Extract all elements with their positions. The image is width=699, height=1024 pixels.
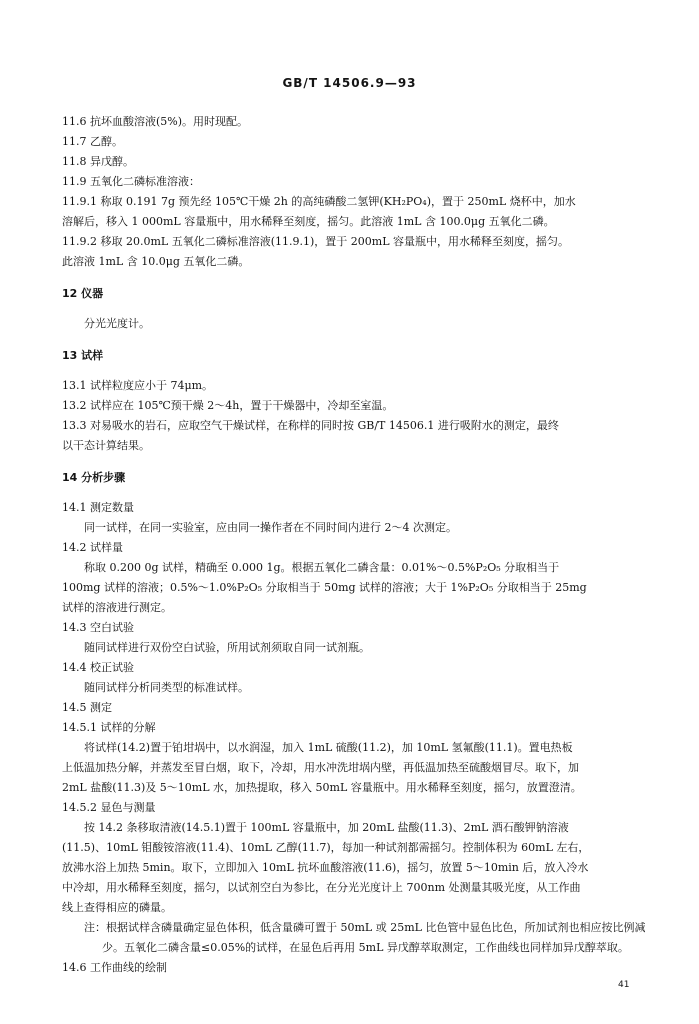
clause-14-4-text: 随同试样分析同类型的标准试样。 xyxy=(84,681,249,694)
clause-14-5: 14.5 测定 xyxy=(62,701,112,714)
clause-14-5-1-text-2: 上低温加热分解，并蒸发至冒白烟，取下，冷却，用水冲洗坩埚内壁，再低温加热至硫酸烟冒尽。取下，加 xyxy=(62,761,579,774)
clause-14-4: 14.4 校正试验 xyxy=(62,661,134,674)
clause-14-5-2-text: 按 14.2 条移取清液(14.5.1)置于 100mL 容量瓶中，加 20mL 盐酸(11.3)、2mL 酒石酸钾钠溶液 xyxy=(84,821,569,834)
standard-code-header: GB/T 14506.9—93 xyxy=(282,76,417,90)
clause-14-2-text-3: 试样的溶液进行测定。 xyxy=(62,601,172,614)
clause-14-3: 14.3 空白试验 xyxy=(62,621,134,634)
clause-14-2-text: 称取 0.200 0g 试样，精确至 0.000 1g。根据五氧化二磷含量：0.01%～0.5%P₂O₅ 分取相当于 xyxy=(84,561,560,574)
clause-14-5-2: 14.5.2 显色与测量 xyxy=(62,801,156,814)
clause-14-5-2-text-3: 放沸水浴上加热 5min。取下，立即加入 10mL 抗坏血酸溶液(11.6)，摇匀，放置 5～10min 后，放入冷水 xyxy=(62,861,589,874)
clause-11-8: 11.8 异戊醇。 xyxy=(62,155,134,168)
section-heading-14: 14 分析步骤 xyxy=(62,471,126,484)
clause-13-3-cont: 以干态计算结果。 xyxy=(62,439,150,452)
clause-11-7: 11.7 乙醇。 xyxy=(62,135,123,148)
section-heading-13: 13 试样 xyxy=(62,349,104,362)
clause-14-2: 14.2 试样量 xyxy=(62,541,123,554)
note-line-1: 注：根据试样含磷量确定显色体积，低含量磷可置于 50mL 或 25mL 比色管中显色比色，所加试剂也相应按比例减 xyxy=(84,921,646,934)
document-body xyxy=(62,112,658,978)
clause-13-2: 13.2 试样应在 105℃预干燥 2～4h，置于干燥器中，冷却至室温。 xyxy=(62,399,394,412)
clause-11-9-1: 11.9.1 称取 0.191 7g 预先经 105℃干燥 2h 的高纯磷酸二氢钾(KH₂PO₄)，置于 250mL 烧杯中，加水 xyxy=(62,195,576,208)
clause-14-5-2-text-2: (11.5)、10mL 钼酸铵溶液(11.4)、10mL 乙醇(11.7)，每加一种试剂都需摇匀。控制体积为 60mL 左右， xyxy=(62,841,590,854)
section-heading-12: 12 仪器 xyxy=(62,287,104,300)
clause-14-6: 14.6 工作曲线的绘制 xyxy=(62,961,167,974)
page-number: 41 xyxy=(618,980,630,990)
clause-14-5-2-text-5: 线上查得相应的磷量。 xyxy=(62,901,172,914)
clause-13-1: 13.1 试样粒度应小于 74μm。 xyxy=(62,379,214,392)
clause-11-6: 11.6 抗坏血酸溶液(5%)。用时现配。 xyxy=(62,115,249,128)
clause-11-9-2-cont: 此溶液 1mL 含 10.0μg 五氧化二磷。 xyxy=(62,255,250,268)
clause-11-9-2: 11.9.2 移取 20.0mL 五氧化二磷标准溶液(11.9.1)，置于 200mL 容量瓶中，用水稀释至刻度，摇匀。 xyxy=(62,235,569,248)
clause-14-2-text-2: 100mg 试样的溶液；0.5%～1.0%P₂O₅ 分取相当于 50mg 试样的溶液；大于 1%P₂O₅ 分取相当于 25mg xyxy=(62,581,587,594)
clause-13-3: 13.3 对易吸水的岩石，应取空气干燥试样，在称样的同时按 GB/T 14506.1 进行吸附水的测定，最终 xyxy=(62,419,559,432)
note-line-2: 少。五氧化二磷含量≤0.05%的试样，在显色后再用 5mL 异戊醇萃取测定，工作曲线也同样加异戊醇萃取。 xyxy=(102,941,629,954)
clause-11-9: 11.9 五氧化二磷标准溶液： xyxy=(62,175,200,188)
clause-14-5-1-text-3: 2mL 盐酸(11.3)及 5～10mL 水，加热提取，移入 50mL 容量瓶中。用水稀释至刻度，摇匀，放置澄清。 xyxy=(62,781,582,794)
clause-14-5-1-text: 将试样(14.2)置于铂坩埚中，以水润湿，加入 1mL 硫酸(11.2)，加 10mL 氢氟酸(11.1)。置电热板 xyxy=(84,741,573,754)
instrument-text: 分光光度计。 xyxy=(84,317,150,330)
clause-14-1: 14.1 测定数量 xyxy=(62,501,134,514)
clause-14-3-text: 随同试样进行双份空白试验，所用试剂须取自同一试剂瓶。 xyxy=(84,641,370,654)
clause-14-5-2-text-4: 中冷却，用水稀释至刻度，摇匀，以试剂空白为参比，在分光光度计上 700nm 处测量其吸光度，从工作曲 xyxy=(62,881,581,894)
clause-11-9-1-cont: 溶解后，移入 1 000mL 容量瓶中，用水稀释至刻度，摇匀。此溶液 1mL 含 100.0μg 五氧化二磷。 xyxy=(62,215,555,228)
clause-14-1-text: 同一试样，在同一实验室，应由同一操作者在不同时间内进行 2～4 次测定。 xyxy=(84,521,457,534)
clause-14-5-1: 14.5.1 试样的分解 xyxy=(62,721,156,734)
